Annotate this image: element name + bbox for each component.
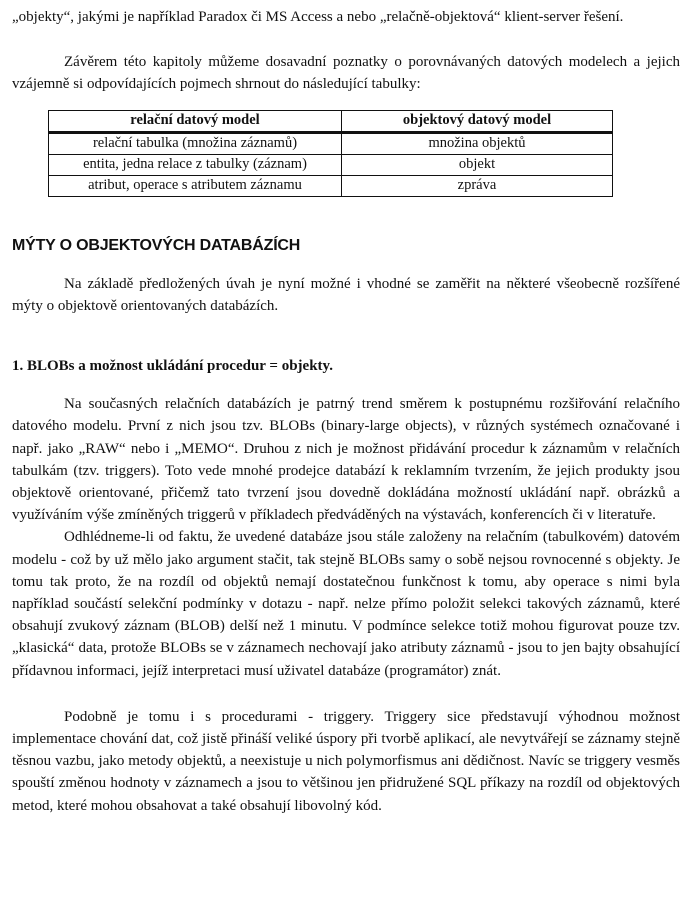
comparison-table xyxy=(48,110,613,197)
table-cell: atribut, operace s atributem záznamu xyxy=(49,175,342,196)
subsection-heading: 1. BLOBs a možnost ukládání procedur = objekty. xyxy=(12,358,333,375)
table-header-cell: objektový datový model xyxy=(342,110,613,132)
comparison-table-wrapper xyxy=(48,110,613,197)
table-cell: relační tabulka (množina záznamů) xyxy=(49,132,342,154)
table-row xyxy=(49,132,613,154)
table-cell: objekt xyxy=(342,154,613,175)
table-row xyxy=(49,154,613,175)
table-cell: zpráva xyxy=(342,175,613,196)
paragraph-blobs-2: Odhlédneme-li od faktu, že uvedené databáze jsou stále založeny na relačním (tabulkovém) datovém modelu - což by už mělo jako argument stačit, tak stejně BLOBs samy o sobě nejsou rovnocenné s objekty. Je tomu tak proto, že na rozdíl od objektů nemají dostatečnou funkčnost k tomu, aby operace s nimi byla například součástí selekční podmínky v dotazu - např. nelze přímo položit selekci takových záznamů, které obsahují zvukový záznam (BLOB) delší než 1 minutu. V podmínce selekce totiž mohou figurovat pouze tzv. „klasická“ data, protože BLOBs se v záznamech nechovají jako atributy záznamů - jsou to jen bajty obsahující přídavnou informaci, jejíž interpretaci musí uživatel databáze (programátor) znát. xyxy=(12,529,680,679)
paragraph-blobs-1: Na současných relačních databázích je patrný trend směrem k postupnému rozšiřování relačního datového modelu. První z nich jsou tzv. BLOBs (binary-large objects), v různých systémech označované i např. jako „RAW“ nebo i „MEMO“. Druhou z nich je možnost přidávání procedur k záznamům v relačních tabulkám (tzv. triggers). Toto vede mnohé prodejce databází k reklamním tvrzením, že jejich produkty jsou objektově orientované, přičemž tato tvrzení jsou dovedně dokládána možností ukládání např. obrázků a využíváním výše zmíněných triggerů v příkladech předváděných na výstavách, konferencích či v literatuře. xyxy=(12,396,680,524)
paragraph-intro: Závěrem této kapitoly můžeme dosavadní poznatky o porovnávaných datových modelech a jejich vzájemně si odpovídajících pojmech shrnout do následující tabulky: xyxy=(12,54,680,93)
paragraph-triggers: Podobně je tomu i s procedurami - triggery. Triggery sice představují výhodnou možnost implementace chování dat, což jistě přináší veliké úspory při tvorbě aplikací, ale nevytvářejí se záznamy stejně těsnou vazbu, jako metody objektů, a neexistuje u nich polymorfismus ani dědičnost. Navíc se triggery vesměs spouští změnou hodnoty v záznamech a jsou to většinou jen přidružené SQL příkazy na rozdíl od objektových metod, které mohou obsahovat a také obsahují libovolný kód. xyxy=(12,708,680,814)
table-cell: entita, jedna relace z tabulky (záznam) xyxy=(49,154,342,175)
document-page xyxy=(12,6,680,817)
table-header-cell: relační datový model xyxy=(49,110,342,132)
table-header-row xyxy=(49,110,613,132)
table-row xyxy=(49,175,613,196)
table-cell: množina objektů xyxy=(342,132,613,154)
paragraph-after-heading: Na základě předložených úvah je nyní možné i vhodné se zaměřit na některé všeobecně rozšířené mýty o objektově orientovaných databázích. xyxy=(12,275,680,314)
section-heading: MÝTY O OBJEKTOVÝCH DATABÁZÍCH xyxy=(12,236,301,254)
paragraph-top: „objekty“, jakými je například Paradox či MS Access a nebo „relačně-objektová“ klient-server řešení. xyxy=(12,9,624,25)
